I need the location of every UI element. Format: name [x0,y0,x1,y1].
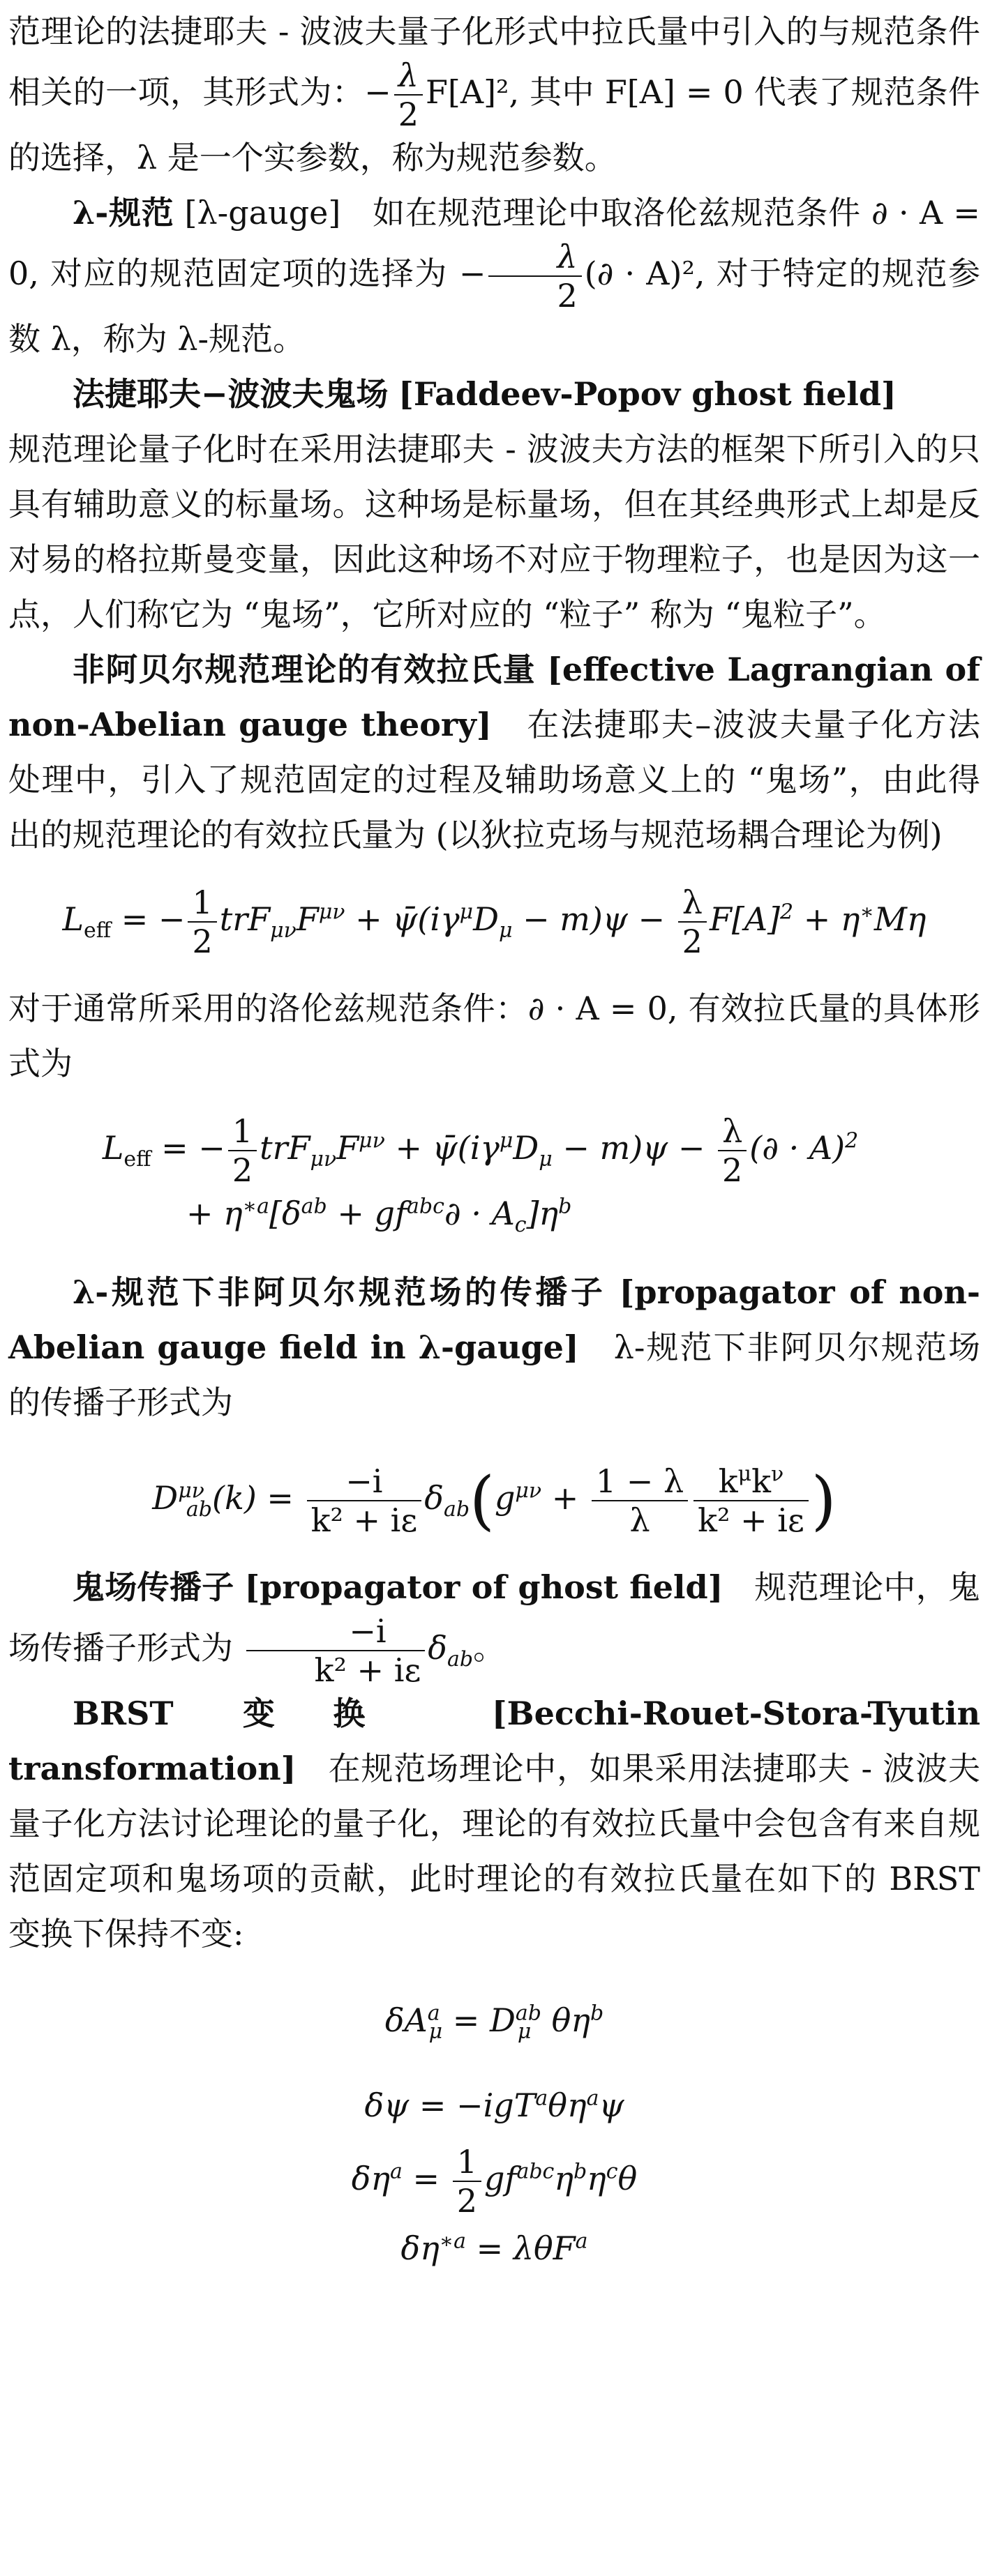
entry-lambda-gauge [8,185,980,367]
intro-fraction: $\frac{\lambda}{2}$ [394,59,423,130]
term-cn: λ-规范 [73,194,174,232]
entry-fraction: $\frac{\lambda}{2}$ [488,241,581,312]
term-cn: BRST 变换 [73,1695,423,1732]
entry-ghost-body: 规范理论量子化时在采用法捷耶夫 - 波波夫方法的框架下所引入的只具有辅助意义的标量场。这种场是标量场，但在其经典形式上却是反对易的格拉斯曼变量，因此这种场不对应于物理粒子，也是因为这一点，人们称它为 “鬼场”，它所对应的 “粒子” 称为 “鬼粒子”。 [8,430,980,633]
intro-text: 范理论的法捷耶夫 - 波波夫量子化形式中拉氏量中引入的与规范条件相关的一项，其形式为：− [8,13,980,111]
term-en: [propagator of ghost field] [244,1568,723,1606]
term-cn: 法捷耶夫−波波夫鬼场 [73,375,389,413]
term-en: [λ-gauge] [184,194,341,232]
ghost-propagator-fraction: $\frac{-i}{\text{k² + iε}}$ [246,1615,426,1686]
entry-body: 在规范场理论中，如果采用法捷耶夫 - 波波夫量子化方法讨论理论的量子化，理论的有效拉氏量中会包含有来自规范固定项和鬼场项的贡献，此时理论的有效拉氏量在如下的 BRST 变换下保持不变: [8,1750,980,1953]
equation-brst-c: $\delta\eta^a$ = $\frac{1}{2}$ $gf^{abc}\eta^b\eta^c\theta$ [351,2143,638,2220]
entry-effective-lagrangian [8,642,980,863]
equation-gauge-propagator: $D^{\mu\nu}_{ab}(k)$ = $\frac{-i}{\text{k² + iε}}$ $\delta_{ab}(g^{\mu\nu}$ + $\frac{1 - \lambda}{\lambda}$ $\frac{k^\mu k^\nu}{\text{k² + iε}}$ ) [152,1462,837,1539]
lorentz-condition-text: 对于通常所采用的洛伦兹规范条件：∂ · A = 0, 有效拉氏量的具体形式为 [8,990,980,1082]
entry-body: 如在规范理论中取洛伦兹规范条件 ∂ · A = 0, 对应的规范固定项的选择为 − [8,194,980,292]
equation-effective-lagrangian: $L_{eff}$ = − $\frac{1}{2}$ $trF_{\mu\nu}F^{\mu\nu}$ + $\psī(i\gamma^\mu D_\mu - m)\psi$ − $\frac{\lambda}{2}$ $F[A]^2 + \eta^∗M\eta$ [62,884,927,960]
entry-body-after: (∂ · A)², 对于特定的规范参数 λ，称为 λ-规范。 [8,255,980,358]
term-en: [Becchi-Rouet-Stora-Tyutin transformation] [8,1695,981,1787]
term-en: [Faddeev-Popov ghost field] [398,375,897,413]
term-en: [propagator of non-Abelian gauge field in λ-gauge] [8,1273,980,1366]
equation-brst-b: $\delta\psi = -igT^a\theta\eta^a\psi$ [364,2086,624,2124]
entry-ghost-propagator: 鬼场传播子 [propagator of ghost field] 规范理论中，鬼场传播子形式为 $\frac{-i}{\text{k² + iε}}$ $\delta_{ab}$。 [8,1568,981,1689]
term-cn: 鬼场传播子 [73,1568,234,1606]
intro-text-after: F[A]², 其中 F[A] = 0 代表了规范条件的选择，λ 是一个实参数，称为规范参数。 [8,73,980,176]
intro-paragraph [8,4,980,185]
equation-effective-lagrangian-lorentz: $L_{eff}$ = − $\frac{1}{2}$ $trF_{\mu\nu}F^{\mu\nu}$ + $\psī(i\gamma^\mu D_\mu - m)\psi$ − $\frac{\lambda}{2}$ (∂ · A)$^2$ [102,1112,859,1189]
entry-brst [8,1686,980,1962]
entry-gauge-propagator [8,1265,980,1430]
entry-body: λ-规范下非阿贝尔规范场的传播子形式为 [8,1328,981,1421]
term-cn: λ-规范下非阿贝尔规范场的传播子 [73,1273,606,1311]
term-en: [effective Lagrangian of non-Abelian gauge theory] [8,651,981,743]
entry-ghost-field [8,367,980,422]
entry-body: 规范理论中，鬼场传播子形式为 [8,1568,981,1667]
term-cn: 非阿贝尔规范理论的有效拉氏量 [73,651,537,688]
equation-effective-lagrangian-line2: + $\eta^{∗a}[\delta^{ab} + gf^{abc}\partial \cdot A_c]\eta^b$ [186,1194,572,1238]
equation-brst-a: $\delta A^a_\mu = D^{ab}_\mu$ $\theta\eta^b$ [384,2001,604,2045]
entry-body: 在法捷耶夫–波波夫量子化方法处理中，引入了规范固定的过程及辅助场意义上的 “鬼场”，由此得出的规范理论的有效拉氏量为 (以狄拉克场与规范场耦合理论为例) [8,706,980,854]
equation-brst-d: $\delta\eta^{∗a} = \lambda\theta F^a$ [400,2229,588,2267]
